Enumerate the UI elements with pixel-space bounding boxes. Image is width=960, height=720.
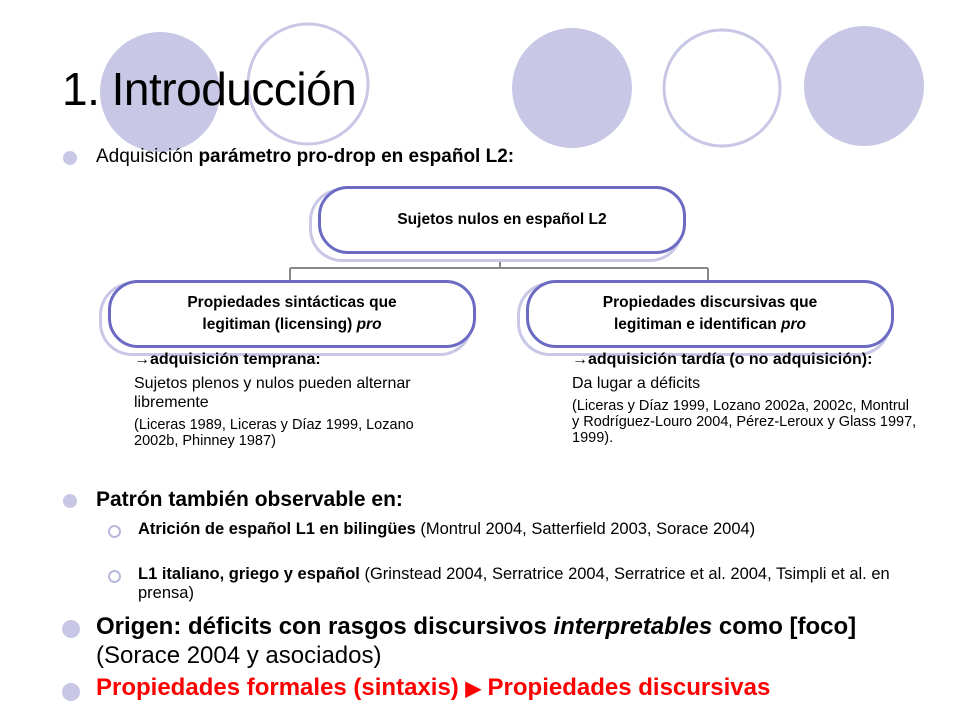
bullet-propiedades: Propiedades formales (sintaxis) ▶ Propiedades discursivas	[96, 674, 771, 701]
sub-bullet-icon	[108, 525, 121, 538]
left-column	[134, 350, 454, 449]
diagram-right-box	[526, 280, 894, 348]
diagram-right-label: Propiedades discursivas que legitiman e identifican pro	[602, 294, 818, 333]
triangle-right-icon: ▶	[465, 678, 481, 700]
circle-filled	[512, 28, 632, 148]
bullet-icon	[63, 494, 77, 508]
bullet-icon	[62, 683, 80, 701]
sub-bullet-icon	[108, 570, 121, 583]
left-desc: Sujetos plenos y nulos pueden alternar libremente	[134, 375, 411, 411]
arrow-icon: →	[134, 351, 150, 368]
sub-bullet-l1: L1 italiano, griego y español (Grinstead 2004, Serratrice 2004, Serratrice et al. 2004, Tsimpli et al. en prensa)	[138, 565, 890, 602]
diagram-root-box	[318, 186, 686, 254]
bullet-icon	[62, 620, 80, 638]
bullet-origen: Origen: déficits con rasgos discursivos interpretables como [foco] (Sorace 2004 y asociados)	[96, 613, 857, 669]
left-heading: →adquisición temprana:	[134, 351, 321, 368]
right-refs: (Liceras y Díaz 1999, Lozano 2002a, 2002c, Montrul y Rodríguez-Louro 2004, Pérez-Leroux y Glass 1997, 1999).	[572, 398, 917, 446]
right-column	[572, 350, 917, 446]
right-desc: Da lugar a déficits	[572, 375, 701, 392]
circle-ring	[664, 30, 780, 146]
sub-bullet-atricion: Atrición de español L1 en bilingües (Montrul 2004, Satterfield 2003, Sorace 2004)	[138, 520, 756, 538]
bullet-icon	[63, 151, 77, 165]
left-refs: (Liceras 1989, Liceras y Díaz 1999, Lozano 2002b, Phinney 1987)	[134, 417, 414, 449]
slide-title: 1. Introducción	[62, 63, 357, 115]
bullet-adquisicion	[96, 146, 514, 168]
diagram-left-label: Propiedades sintácticas que legitiman (licensing) pro	[187, 294, 397, 333]
diagram-root-label: Sujetos nulos en español L2	[397, 211, 607, 228]
right-heading: →adquisición tardía (o no adquisición):	[572, 351, 873, 368]
bullet-patron: Patrón también observable en:	[96, 488, 403, 511]
diagram-left-box	[108, 280, 476, 348]
bullet-text-bold: parámetro pro-drop en español L2:	[198, 146, 515, 167]
bullet-text-plain: Adquisición	[96, 146, 199, 167]
arrow-icon: →	[572, 351, 588, 368]
circle-filled	[804, 26, 924, 146]
